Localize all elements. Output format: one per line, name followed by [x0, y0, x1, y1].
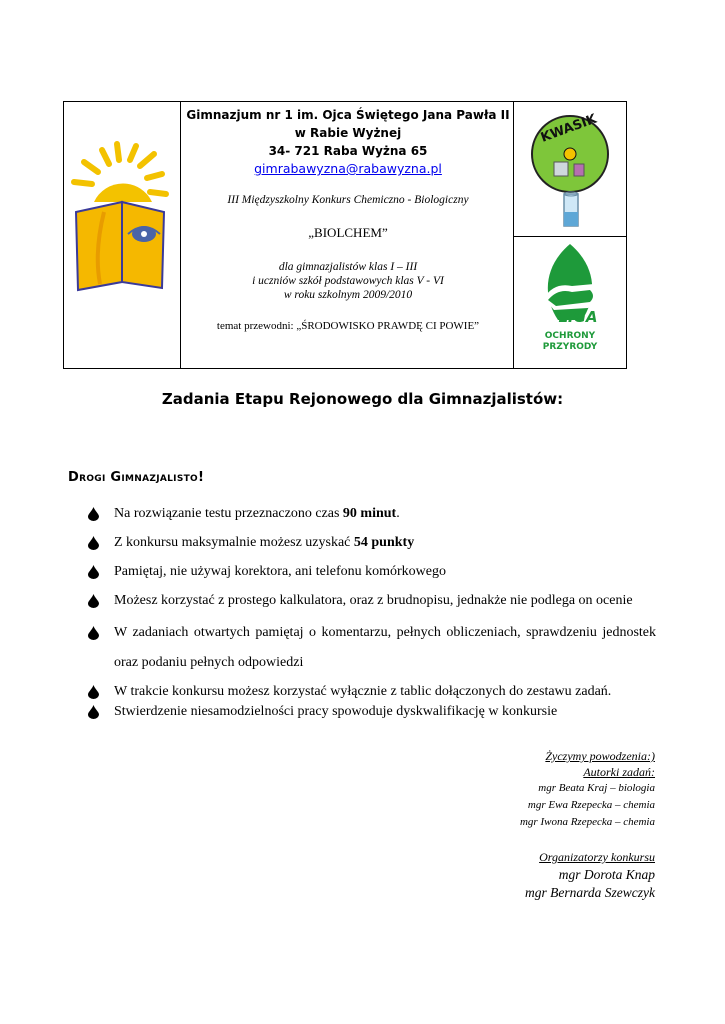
authors-heading: Autorki zadań: [583, 765, 655, 779]
school-address: 34- 721 Raba Wyżna 65 [268, 144, 428, 158]
header-table [63, 101, 627, 369]
list-item [88, 502, 656, 526]
wishes-block [520, 748, 655, 831]
target-line2: i uczniów szkół podstawowych klas V - VI [252, 275, 444, 287]
contest-motto: temat przewodni: „ŚRODOWISKO PRAWDĘ CI POWIE” [216, 320, 480, 332]
author-item: mgr Iwona Rzepecka – chemia [519, 816, 655, 828]
school-line2: w Rabie Wyżnej [294, 126, 402, 140]
liga-logo-text3: PRZYRODY [542, 342, 598, 352]
author-item: mgr Ewa Rzepecka – chemia [527, 799, 655, 811]
organizer-item: mgr Bernarda Szewczyk [525, 885, 655, 900]
target-line3: w roku szkolnym 2009/2010 [283, 289, 413, 301]
organizer-item: mgr Dorota Knap [558, 867, 655, 882]
header-right-bottom-cell [513, 236, 626, 368]
school-line1: Gimnazjum nr 1 im. Ojca Świętego Jana Pawła II [186, 108, 510, 122]
organizers-block [525, 849, 655, 902]
organizers-heading: Organizatorzy konkursu [539, 850, 655, 864]
list-item [88, 531, 656, 555]
rule-text-end: . [396, 506, 400, 521]
rule-text: Możesz korzystać z prostego kalkulatora, oraz z brudnopisu, jednakże nie podlega on ocenie [114, 593, 633, 608]
rule-text: W trakcie konkursu możesz korzystać wyłącznie z tablic dołączonych do zestawu zadań. [114, 684, 612, 699]
target-line1: dla gimnazjalistów klas I – III [278, 261, 418, 273]
drop-bullet-icon [88, 705, 99, 719]
drop-bullet-icon [88, 536, 99, 550]
contest-name: „BIOLCHEM” [308, 225, 388, 240]
wishes-line: Życzymy powodzenia:) [545, 749, 655, 763]
greeting: Drogi Gimnazjalisto! [68, 470, 205, 485]
list-item [88, 618, 656, 678]
liga-ochrony-przyrody-logo [514, 236, 626, 368]
rule-text: Na rozwiązanie testu przeznaczono czas [114, 506, 343, 521]
header-left-cell [64, 102, 181, 368]
list-item [88, 589, 656, 613]
sun-book-eye-logo [64, 102, 180, 368]
drop-bullet-icon [88, 565, 99, 579]
rule-text: Stwierdzenie niesamodzielności pracy spowoduje dyskwalifikację w konkursie [114, 704, 558, 719]
drop-bullet-icon [88, 594, 99, 608]
drop-bullet-icon [88, 685, 99, 699]
kwasik-logo-text: KWASIK [538, 111, 599, 146]
rule-emphasis: 54 punkty [353, 535, 415, 550]
rule-text: W zadaniach otwartych pamiętaj o komentarzu, pełnych obliczeniach, sprawdzeniu jednostek oraz podaniu pełnych odpowiedzi [114, 625, 656, 670]
kwasik-logo [514, 102, 626, 236]
target-audience [181, 260, 515, 302]
rule-text: Z konkursu maksymalnie możesz uzyskać [114, 535, 354, 550]
rule-emphasis: 90 minut [342, 506, 397, 521]
contest-title: III Międzyszkolny Konkurs Chemiczno - Biologiczny [227, 194, 469, 206]
rule-text: Pamiętaj, nie używaj korektora, ani telefonu komórkowego [114, 564, 447, 579]
school-name [181, 106, 515, 160]
liga-logo-text2: OCHRONY [544, 331, 596, 341]
list-item [88, 700, 656, 724]
drop-bullet-icon [88, 626, 99, 640]
liga-logo-text: LIGA [558, 308, 598, 326]
page-title: Zadania Etapu Rejonowego dla Gimnazjalistów: [161, 390, 564, 408]
author-item: mgr Beata Kraj – biologia [538, 782, 655, 794]
drop-bullet-icon [88, 507, 99, 521]
list-item [88, 560, 656, 584]
rules-list [88, 502, 656, 724]
email-link[interactable]: gimrabawyzna@rabawyzna.pl [254, 161, 442, 176]
header-center [181, 102, 515, 368]
header-right-top-cell [513, 102, 626, 237]
